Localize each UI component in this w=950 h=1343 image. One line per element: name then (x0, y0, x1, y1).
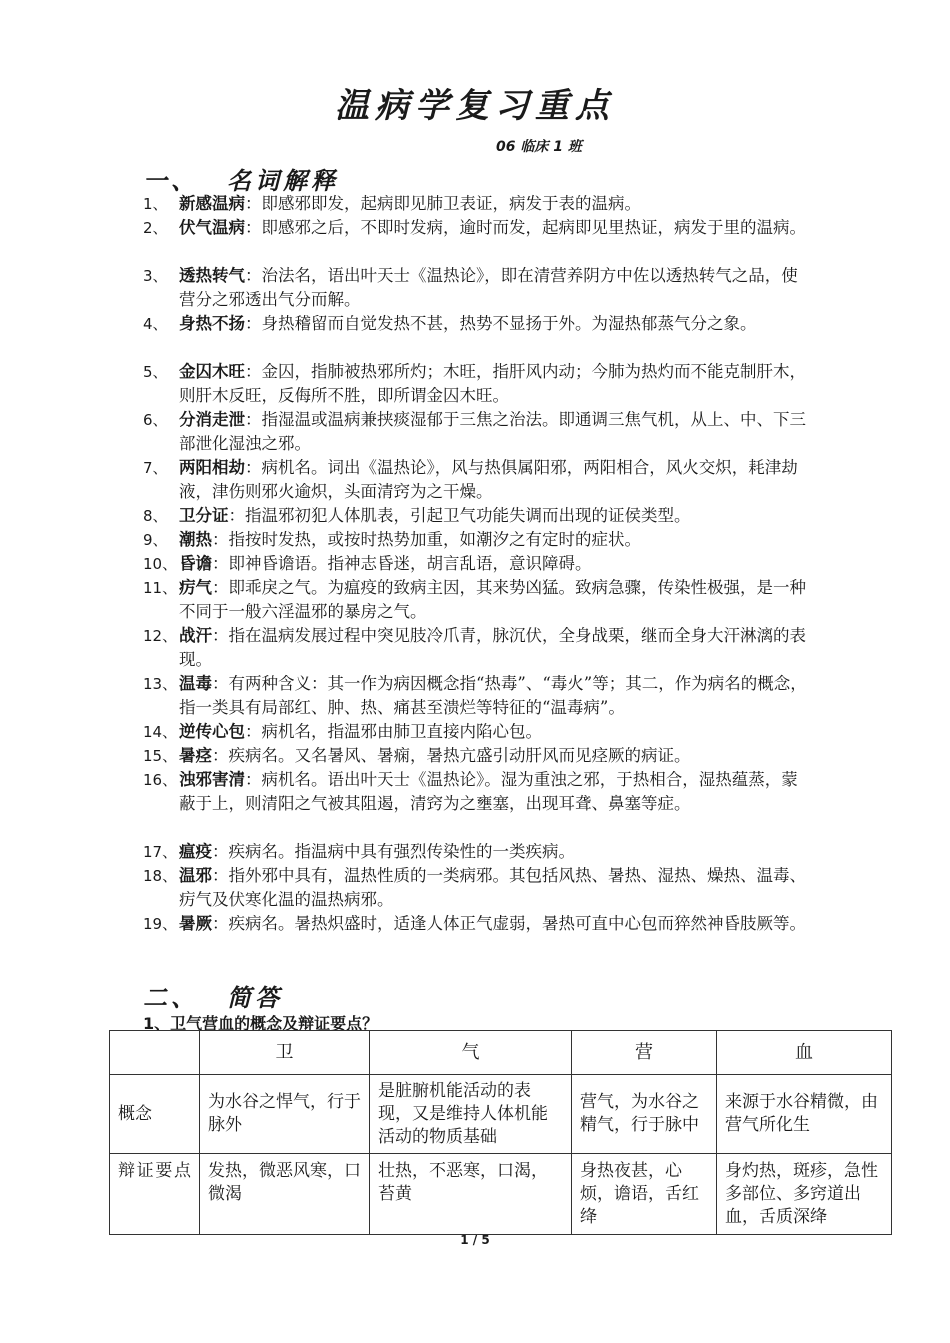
definition: ：指湿温或温病兼挟痰湿郁于三焦之治法。即通调三焦气机，从上、中、下三部泄化湿浊之邪。 (179, 410, 806, 453)
list-item (143, 768, 811, 816)
term: 伏气温病 (179, 218, 245, 237)
term: 瘟疫 (179, 842, 212, 861)
row-label: 概念 (110, 1075, 200, 1154)
table-header: 血 (717, 1031, 892, 1075)
definition: ：即神昏谵语。指神志昏迷，胡言乱语，意识障碍。 (212, 554, 592, 573)
table-header: 气 (370, 1031, 572, 1075)
item-number: 19、 (143, 915, 178, 933)
section-number: 二、 (143, 984, 199, 1012)
comparison-table (109, 1030, 892, 1235)
section-title: 简答 (227, 984, 283, 1012)
item-number: 4、 (143, 315, 168, 333)
list-item (143, 552, 811, 576)
definition: ：即乖戾之气。为瘟疫的致病主因，其来势凶猛。致病急骤，传染性极强，是一种不同于一般六淫温邪的暴房之气。 (179, 578, 806, 621)
definition: ：疾病名。暑热炽盛时，适逢人体正气虚弱，暑热可直中心包而猝然神昏肢厥等。 (212, 914, 806, 933)
definition: ：金囚，指肺被热邪所灼；木旺，指肝风内动；今肺为热灼而不能克制肝木，则肝木反旺，反侮所不胜，即所谓金囚木旺。 (179, 362, 806, 405)
item-number: 3、 (143, 267, 168, 285)
definition: ：疾病名。指温病中具有强烈传染性的一类疾病。 (212, 842, 575, 861)
definition: ：指外邪中具有，温热性质的一类病邪。其包括风热、暑热、湿热、燥热、温毒、疠气及伏寒化温的温热病邪。 (179, 866, 806, 909)
definition: ：病机名，指温邪由肺卫直接内陷心包。 (245, 722, 542, 741)
table-header: 营 (572, 1031, 717, 1075)
list-item (143, 456, 811, 504)
item-number: 13、 (143, 675, 178, 693)
term: 两阳相劫 (179, 458, 245, 477)
item-number: 17、 (143, 843, 178, 861)
list-item (143, 216, 811, 240)
definition: ：病机名。语出叶天士《温热论》。湿为重浊之邪，于热相合，湿热蕴蒸，蒙蔽于上，则清阳之气被其阻遏，清窍为之壅塞，出现耳聋、鼻塞等症。 (179, 770, 798, 813)
term: 暑痉 (179, 746, 212, 765)
item-number: 10、 (143, 555, 178, 573)
table-header (110, 1031, 200, 1075)
list-item (143, 576, 811, 624)
definition: ：指按时发热，或按时热势加重，如潮汐之有定时的症状。 (212, 530, 641, 549)
list-item (143, 504, 811, 528)
definition: ：治法名，语出叶天士《温热论》，即在清营养阴方中佐以透热转气之品，使营分之邪透出气分而解。 (179, 266, 798, 309)
definition: ：即感邪即发，起病即见肺卫表证，病发于表的温病。 (245, 194, 641, 213)
term: 浊邪害清 (179, 770, 245, 789)
term: 新感温病 (179, 194, 245, 213)
section-number: 一、 (143, 167, 199, 195)
item-number: 8、 (143, 507, 168, 525)
page-title: 温病学复习重点 (335, 86, 615, 126)
term: 潮热 (179, 530, 212, 549)
table-cell: 发热，微恶风寒，口微渴 (200, 1154, 370, 1235)
list-item (143, 528, 811, 552)
item-number: 5、 (143, 363, 168, 381)
item-number: 18、 (143, 867, 178, 885)
item-number: 14、 (143, 723, 178, 741)
list-item (143, 192, 811, 216)
definition: ：身热稽留而自觉发热不甚，热势不显扬于外。为湿热郁蒸气分之象。 (245, 314, 757, 333)
list-item (143, 744, 811, 768)
table-cell: 壮热，不恶寒，口渴，苔黄 (370, 1154, 572, 1235)
term: 逆传心包 (179, 722, 245, 741)
term: 温邪 (179, 866, 212, 885)
item-number: 6、 (143, 411, 168, 429)
definition: ：有两种含义：其一作为病因概念指“热毒”、“毒火”等；其二，作为病名的概念，指一类具有局部红、肿、热、痛甚至溃烂等特征的“温毒病”。 (179, 674, 807, 717)
term: 疠气 (179, 578, 212, 597)
section-heading-short-answer (143, 978, 283, 1013)
item-number: 11、 (143, 579, 178, 597)
term: 暑厥 (179, 914, 212, 933)
table-header-row (110, 1031, 892, 1075)
term: 金囚木旺 (179, 362, 245, 381)
table-row (110, 1154, 892, 1235)
list-item (143, 624, 811, 672)
item-number: 16、 (143, 771, 178, 789)
term: 身热不扬 (179, 314, 245, 333)
item-number: 15、 (143, 747, 178, 765)
definition: ：即感邪之后，不即时发病，逾时而发，起病即见里热证，病发于里的温病。 (245, 218, 806, 237)
list-item (143, 840, 811, 864)
section-heading-terms (143, 161, 339, 196)
item-number: 1、 (143, 195, 168, 213)
term: 分消走泄 (179, 410, 245, 429)
list-item (143, 408, 811, 456)
list-item (143, 360, 811, 408)
table-cell: 是脏腑机能活动的表现，又是维持人体机能活动的物质基础 (370, 1075, 572, 1154)
list-item (143, 312, 811, 336)
table-cell: 营气，为水谷之精气，行于脉中 (572, 1075, 717, 1154)
term: 战汗 (179, 626, 212, 645)
item-number: 9、 (143, 531, 168, 549)
section-title: 名词解释 (227, 167, 339, 195)
list-item (143, 264, 811, 312)
list-item (143, 912, 811, 936)
table-cell: 身灼热，斑疹，急性多部位、多窍道出血，舌质深绛 (717, 1154, 892, 1235)
item-number: 12、 (143, 627, 178, 645)
class-label: 06 临床 1 班 (496, 139, 582, 155)
list-item (143, 672, 811, 720)
question-1: 1、卫气营血的概念及辩证要点？ (143, 1014, 379, 1033)
table-row (110, 1075, 892, 1154)
definition: ：病机名。词出《温热论》，风与热俱属阳邪，两阳相合，风火交炽，耗津劫液，津伤则邪火逾炽，头面清窍为之干燥。 (179, 458, 798, 501)
term: 昏谵 (179, 554, 212, 573)
list-item (143, 720, 811, 744)
item-number: 7、 (143, 459, 168, 477)
table-cell: 为水谷之悍气，行于脉外 (200, 1075, 370, 1154)
row-label: 辩证要点 (110, 1154, 200, 1235)
definition: ：疾病名。又名暑风、暑痫，暑热亢盛引动肝风而见痉厥的病证。 (212, 746, 691, 765)
term: 温毒 (179, 674, 212, 693)
list-item (143, 864, 811, 912)
table-cell: 身热夜甚，心烦，谵语，舌红绛 (572, 1154, 717, 1235)
term: 卫分证 (179, 506, 229, 525)
term: 透热转气 (179, 266, 245, 285)
page-number: 1 / 5 (460, 1233, 490, 1247)
item-number: 2、 (143, 219, 168, 237)
table-header: 卫 (200, 1031, 370, 1075)
definition: ：指在温病发展过程中突见肢冷爪青，脉沉伏，全身战栗，继而全身大汗淋漓的表现。 (179, 626, 806, 669)
table-cell: 来源于水谷精微，由营气所化生 (717, 1075, 892, 1154)
definition: ：指温邪初犯人体肌表，引起卫气功能失调而出现的证侯类型。 (228, 506, 691, 525)
